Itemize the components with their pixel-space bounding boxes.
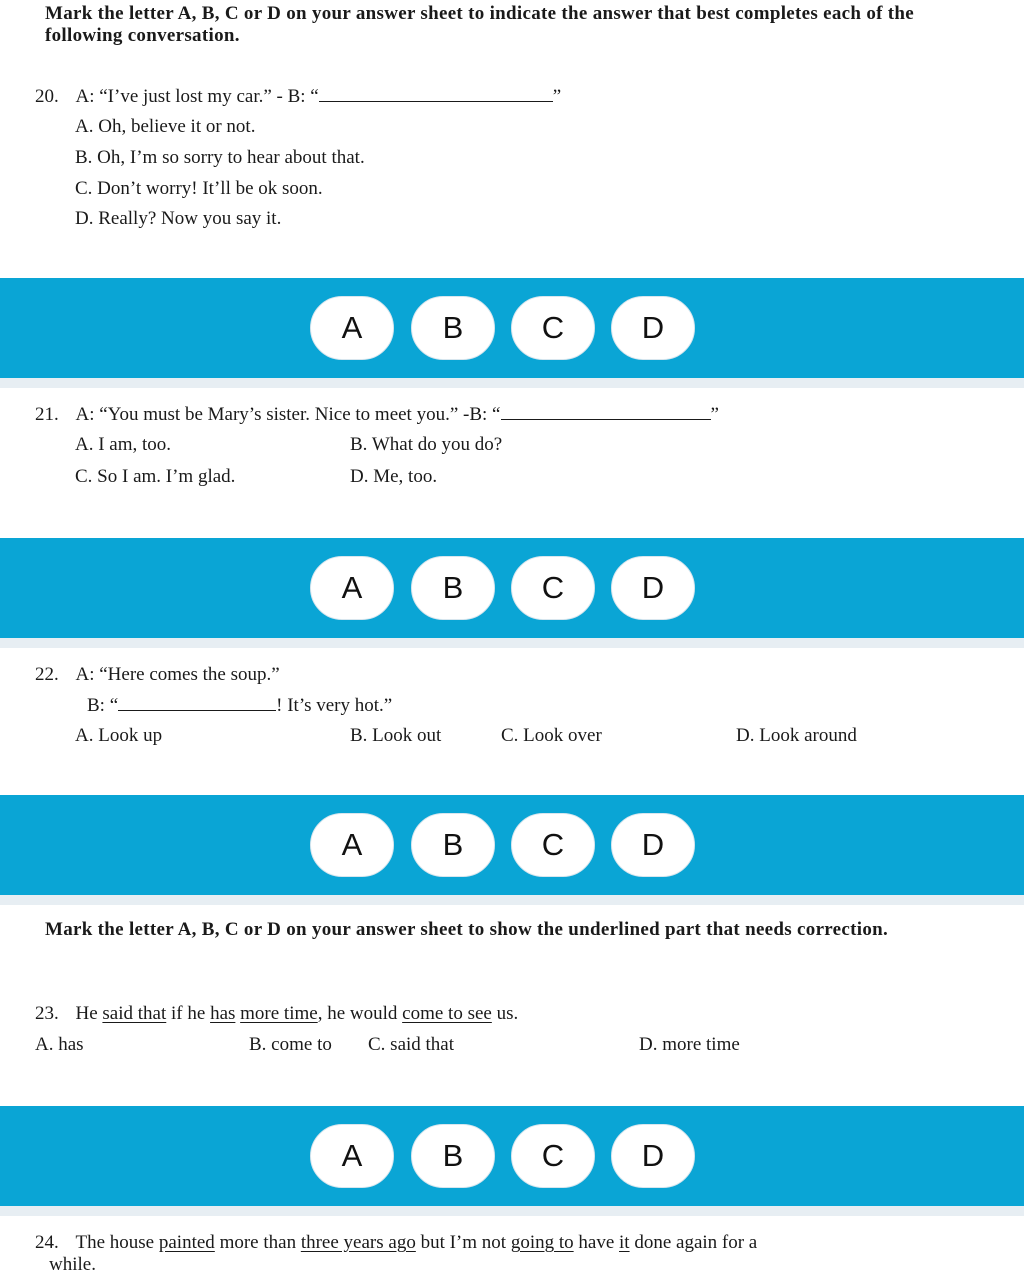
choice-d-button[interactable]: D	[611, 556, 695, 620]
line-2-end: ! It’s very hot.”	[276, 695, 393, 716]
choice-a-button[interactable]: A	[310, 296, 394, 360]
instruction-1: Mark the letter A, B, C or D on your answer sheet to indicate the answer that best completes each of the following conversation.	[45, 3, 915, 46]
sentence-text: us.	[491, 1003, 519, 1024]
question-20	[35, 86, 561, 108]
sentence-text: , he would	[317, 1003, 403, 1024]
option-d: D. Me, too.	[350, 466, 438, 487]
sentence-text: if he	[166, 1003, 211, 1024]
underlined-part-c: said that	[102, 1003, 167, 1024]
underlined-part: going to	[510, 1232, 574, 1253]
option-a: A. I am, too.	[75, 434, 172, 455]
option-b: B. Oh, I’m so sorry to hear about that.	[75, 147, 365, 168]
band-divider	[0, 378, 1024, 388]
band-divider	[0, 1206, 1024, 1216]
choice-c-button[interactable]: C	[511, 556, 595, 620]
choice-a-button[interactable]: A	[310, 556, 394, 620]
question-23	[35, 1003, 518, 1025]
underlined-part: painted	[158, 1232, 215, 1253]
sentence-text: He	[75, 1003, 103, 1024]
closing-quote: ”	[552, 86, 562, 107]
underlined-part-a: has	[210, 1003, 236, 1024]
option-c: C. Look over	[501, 725, 602, 746]
option-b: B. Look out	[350, 725, 442, 746]
option-a: A. has	[35, 1034, 84, 1055]
choice-d-button[interactable]: D	[611, 813, 695, 877]
instruction-2: Mark the letter A, B, C or D on your answer sheet to show the underlined part that needs correction.	[45, 919, 889, 940]
band-divider	[0, 895, 1024, 905]
option-d: D. Really? Now you say it.	[75, 208, 282, 229]
question-number: 20.	[35, 86, 59, 107]
question-prompt: A: “You must be Mary’s sister. Nice to meet you.” -B: “	[75, 404, 501, 425]
choice-b-button[interactable]: B	[411, 296, 495, 360]
choice-c-button[interactable]: C	[511, 813, 595, 877]
question-24	[35, 1232, 757, 1254]
answer-blank	[319, 88, 553, 102]
question-number: 24.	[35, 1232, 59, 1253]
option-d: D. Look around	[736, 725, 857, 746]
choice-c-button[interactable]: C	[511, 296, 595, 360]
question-22-line-2	[87, 695, 392, 717]
choice-b-button[interactable]: B	[411, 1124, 495, 1188]
sentence-text: more than	[214, 1232, 301, 1253]
closing-quote: ”	[710, 404, 719, 425]
question-number: 22.	[35, 664, 59, 685]
underlined-part-d: more time	[240, 1003, 318, 1024]
question-number: 21.	[35, 404, 59, 425]
question-24-line-2: while.	[49, 1254, 96, 1275]
underlined-part: three years ago	[300, 1232, 416, 1253]
question-prompt: A: “I’ve just lost my car.” - B: “	[75, 86, 319, 107]
answer-blank	[118, 697, 276, 711]
sentence-text: The house	[75, 1232, 159, 1253]
question-22	[35, 664, 280, 686]
question-number: 23.	[35, 1003, 59, 1024]
sentence-text: done again for a	[629, 1232, 758, 1253]
underlined-part: it	[619, 1232, 630, 1253]
option-b: B. What do you do?	[350, 434, 503, 455]
option-a: A. Look up	[75, 725, 163, 746]
option-c: C. So I am. I’m glad.	[75, 466, 236, 487]
answer-blank	[501, 406, 711, 420]
choice-c-button[interactable]: C	[511, 1124, 595, 1188]
choice-a-button[interactable]: A	[310, 1124, 394, 1188]
band-divider	[0, 638, 1024, 648]
sentence-text: have	[573, 1232, 620, 1253]
sentence-text: but I’m not	[415, 1232, 511, 1253]
line-2-start: B: “	[87, 695, 119, 716]
underlined-part-b: come to see	[402, 1003, 492, 1024]
choice-d-button[interactable]: D	[611, 1124, 695, 1188]
option-a: A. Oh, believe it or not.	[75, 116, 256, 137]
choice-d-button[interactable]: D	[611, 296, 695, 360]
option-b: B. come to	[249, 1034, 332, 1055]
choice-a-button[interactable]: A	[310, 813, 394, 877]
choice-b-button[interactable]: B	[411, 556, 495, 620]
option-c: C. said that	[368, 1034, 455, 1055]
option-d: D. more time	[639, 1034, 740, 1055]
choice-b-button[interactable]: B	[411, 813, 495, 877]
question-21	[35, 404, 719, 426]
question-line-1: A: “Here comes the soup.”	[75, 664, 280, 685]
option-c: C. Don’t worry! It’ll be ok soon.	[75, 178, 323, 199]
